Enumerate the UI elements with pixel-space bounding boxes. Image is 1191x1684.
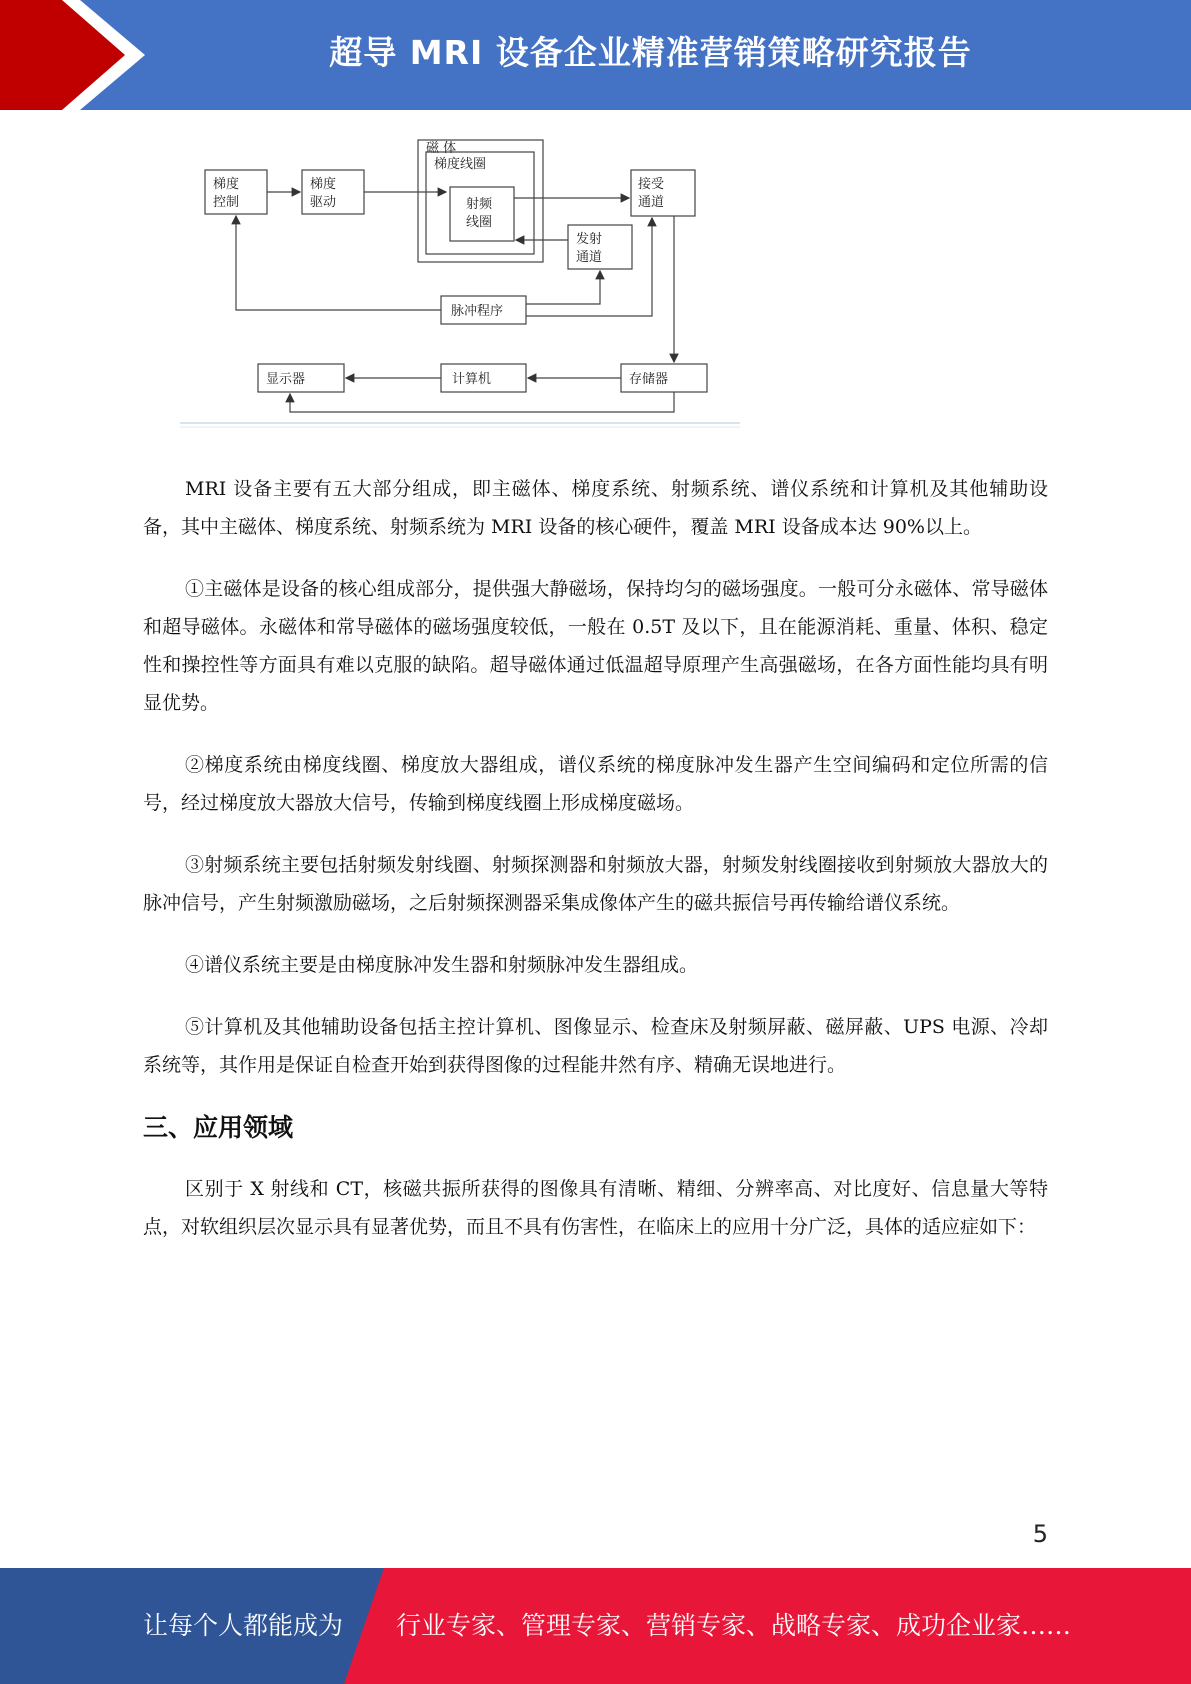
header-arrow-decoration	[0, 0, 160, 110]
transmit-channel-label-1: 发射	[576, 232, 603, 247]
display-label: 显示器	[266, 372, 306, 387]
paragraph-rf-system: ③射频系统主要包括射频发射线圈、射频探测器和射频放大器，射频发射线圈接收到射频放大器放大的脉冲信号，产生射频激励磁场，之后射频探测器采集成像体产生的磁共振信号再传输给谱仪系统。	[143, 854, 1048, 914]
section-heading: 三、应用领域	[143, 1113, 294, 1142]
gradient-control-label-1: 梯度	[213, 177, 240, 192]
rf-coil-box	[450, 187, 514, 241]
paragraph-main-magnet: ①主磁体是设备的核心组成部分，提供强大静磁场，保持均匀的磁场强度。一般可分永磁体、常导磁体和超导磁体。永磁体和常导磁体的磁场强度较低，一般在 0.5T 及以下，且在能源消耗、重量、体积、稳定性和操控性等方面具有难以克服的缺陷。超导磁体通过低温超导原理产生高强磁场，在各方面性能均具有明显优势。	[143, 578, 1048, 714]
main-content	[143, 470, 1048, 1270]
paragraph-computer: ⑤计算机及其他辅助设备包括主控计算机、图像显示、检查床及射频屏蔽、磁屏蔽、UPS 电源、冷却系统等，其作用是保证自检查开始到获得图像的过程能井然有序、精确无误地进行。	[143, 1016, 1048, 1076]
gradient-drive-label-2: 驱动	[310, 195, 337, 210]
mri-block-diagram	[180, 132, 750, 432]
computer-label: 计算机	[452, 372, 492, 387]
magnet-label: 磁 体	[426, 141, 457, 156]
pulse-sequence-label: 脉冲程序	[451, 304, 504, 319]
footer-slogan-left: 让每个人都能成为	[143, 1611, 344, 1640]
transmit-channel-label-2: 通道	[576, 250, 603, 265]
paragraph-gradient-system: ②梯度系统由梯度线圈、梯度放大器组成，谱仪系统的梯度脉冲发生器产生空间编码和定位所需的信号，经过梯度放大器放大信号，传输到梯度线圈上形成梯度磁场。	[143, 754, 1048, 814]
page-number: 5	[1032, 1520, 1048, 1548]
rf-coil-label-1: 射频	[466, 197, 493, 212]
storage-label: 存储器	[629, 372, 669, 387]
paragraph-spectrometer: ④谱仪系统主要是由梯度脉冲发生器和射频脉冲发生器组成。	[185, 954, 699, 976]
gradient-control-label-2: 控制	[213, 195, 240, 210]
gradient-drive-label-1: 梯度	[310, 177, 337, 192]
paragraph-applications: 区别于 X 射线和 CT，核磁共振所获得的图像具有清晰、精细、分辨率高、对比度好、信息量大等特点，对软组织层次显示具有显著优势，而且不具有伤害性，在临床上的应用十分广泛，具体的适应症如下：	[143, 1178, 1048, 1238]
page-header	[0, 0, 1191, 110]
page-footer	[0, 1568, 1191, 1684]
header-title: 超导 MRI 设备企业精准营销策略研究报告	[329, 33, 972, 72]
paragraph-overview: MRI 设备主要有五大部分组成，即主磁体、梯度系统、射频系统、谱仪系统和计算机及其他辅助设备，其中主磁体、梯度系统、射频系统为 MRI 设备的核心硬件，覆盖 MRI 设备成本达 90%以上。	[143, 478, 1048, 538]
gradient-coil-label: 梯度线圈	[434, 157, 487, 172]
receive-channel-label-1: 接受	[638, 177, 665, 192]
rf-coil-label-2: 线圈	[466, 215, 493, 230]
receive-channel-label-2: 通道	[638, 195, 665, 210]
footer-slogan-right: 行业专家、管理专家、营销专家、战略专家、成功企业家……	[396, 1611, 1072, 1640]
